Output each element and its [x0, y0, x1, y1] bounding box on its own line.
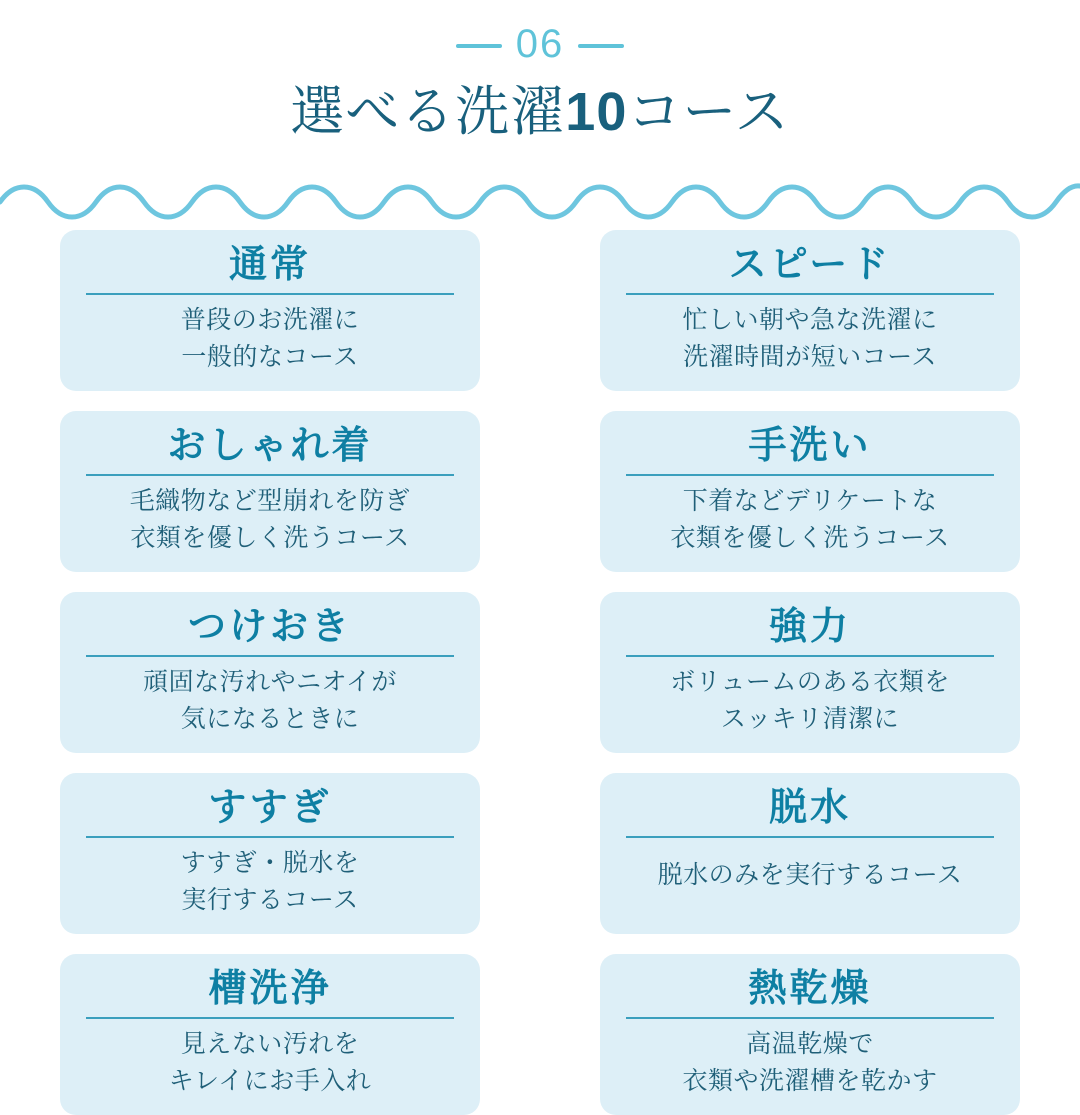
course-divider: [86, 836, 454, 838]
course-description-line: 洗濯時間が短いコース: [683, 342, 937, 371]
course-description-line: 衣類や洗濯槽を乾かす: [682, 1066, 938, 1095]
course-divider: [626, 293, 994, 295]
page-title: [0, 80, 1080, 146]
course-description: [86, 483, 454, 556]
course-description-line: 頑固な汚れやニオイが: [143, 668, 397, 697]
course-description-line: 実行するコース: [181, 885, 359, 914]
course-description-line: ボリュームのある衣類を: [670, 668, 950, 697]
course-description: [626, 845, 994, 905]
course-title: 手洗い: [748, 424, 872, 467]
course-description-line: 毛織物など型崩れを防ぎ: [129, 487, 411, 516]
course-description-line: 見えない汚れを: [180, 1030, 360, 1059]
page-title-count: 10: [565, 82, 628, 142]
course-description-line: 忙しい朝や急な洗濯に: [682, 306, 938, 335]
course-title: おしゃれ着: [167, 424, 373, 467]
course-description-line: スッキリ清潔に: [720, 704, 900, 733]
course-description-line: すすぎ・脱水を: [180, 849, 360, 878]
course-card[interactable]: [600, 954, 1020, 1115]
course-title: 脱水: [768, 786, 851, 829]
course-description: [86, 1026, 454, 1099]
course-description-line: 高温乾燥で: [746, 1030, 874, 1059]
page-title-part-1: 選べる洗濯: [290, 82, 566, 142]
course-card[interactable]: [600, 230, 1020, 391]
course-description-line: 衣類を優しく洗うコース: [130, 523, 410, 552]
section-number: 06: [515, 22, 565, 66]
course-description-line: 下着などデリケートな: [682, 487, 938, 516]
course-card[interactable]: [600, 773, 1020, 934]
course-divider: [626, 474, 994, 476]
course-divider: [626, 655, 994, 657]
page-title-part-2: コース: [627, 82, 790, 142]
course-title: 槽洗浄: [208, 967, 332, 1010]
course-grid: [60, 230, 1020, 1115]
course-description: [626, 664, 994, 737]
wave-divider-icon: [0, 176, 1080, 222]
course-title: すすぎ: [208, 786, 332, 829]
course-description: [86, 302, 454, 375]
course-divider: [86, 655, 454, 657]
course-description: [86, 845, 454, 918]
course-title: 通常: [228, 243, 311, 286]
course-card[interactable]: [60, 411, 480, 572]
course-divider: [626, 836, 994, 838]
course-divider: [86, 293, 454, 295]
course-title: つけおき: [187, 605, 352, 648]
course-description: [626, 1026, 994, 1099]
course-divider: [86, 1017, 454, 1019]
course-card[interactable]: [60, 230, 480, 391]
course-card[interactable]: [600, 411, 1020, 572]
course-divider: [86, 474, 454, 476]
course-description-line: 衣類を優しく洗うコース: [670, 523, 950, 552]
dash-left-icon: [456, 44, 502, 48]
course-divider: [626, 1017, 994, 1019]
course-description-line: キレイにお手入れ: [168, 1066, 372, 1095]
course-card[interactable]: [60, 954, 480, 1115]
course-description: [626, 302, 994, 375]
course-title: 強力: [768, 605, 851, 648]
course-description: [626, 483, 994, 556]
course-card[interactable]: [600, 592, 1020, 753]
dash-right-icon: [578, 44, 624, 48]
course-description-line: 一般的なコース: [181, 342, 359, 371]
course-title: スピード: [728, 243, 892, 286]
course-card[interactable]: [60, 773, 480, 934]
course-description-line: 気になるときに: [180, 704, 360, 733]
course-title: 熱乾燥: [748, 967, 872, 1010]
course-description: [86, 664, 454, 737]
course-description-line: 普段のお洗濯に: [180, 306, 360, 335]
header: [0, 0, 1080, 146]
course-card[interactable]: [60, 592, 480, 753]
section-number-group: [0, 18, 1080, 74]
course-description-line: 脱水のみを実行するコース: [657, 861, 963, 890]
